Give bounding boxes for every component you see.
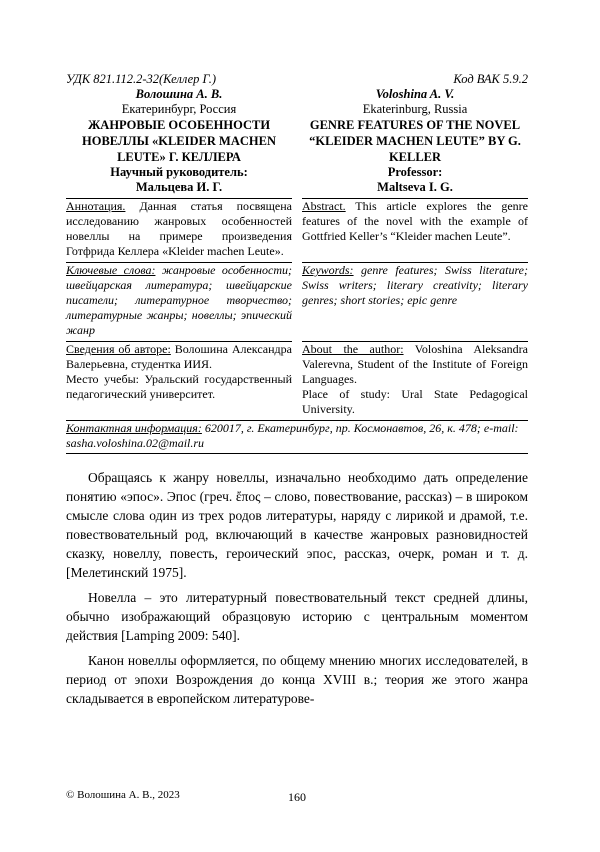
supervisor-name-en: Maltseva I. G.: [377, 180, 453, 194]
abstract-row: [66, 199, 528, 259]
copyright: © Волошина А. В., 2023: [66, 789, 180, 801]
title-block-ru: [66, 87, 292, 195]
separator: [66, 453, 528, 454]
abstract-en: [302, 199, 528, 259]
abstract-label-en: Abstract.: [302, 199, 346, 213]
contact-text: 620017, г. Екатеринбург, пр. Космонавтов, 26, к. 478; e-mail: sasha.voloshina.02@mail.ru: [66, 421, 519, 450]
keywords-ru: [66, 263, 292, 338]
abstract-text-en: This article explores the genre features of the novel with the example of Gottfried Keller’s “Kleider machen Leute”.: [302, 199, 528, 243]
title-block: [66, 87, 528, 195]
about-row: [66, 342, 528, 417]
abstract-label-ru: Аннотация.: [66, 199, 126, 213]
about-en: [302, 342, 528, 417]
title-block-en: [302, 87, 528, 195]
udc-code: УДК 821.112.2-32(Келлер Г.): [66, 72, 217, 86]
abstract-text-ru: Данная статья посвящена исследованию жанровых особенностей новеллы на примере произведения Готфрида Келлера «Kleider machen Leute».: [66, 199, 292, 258]
body-text: [66, 468, 528, 708]
keywords-label-ru: Ключевые слова:: [66, 263, 156, 277]
abstract-ru: [66, 199, 292, 259]
title-ru: ЖАНРОВЫЕ ОСОБЕННОСТИ НОВЕЛЛЫ «KLEIDER MACHEN LEUTE» Г. КЕЛЛЕРА: [82, 118, 276, 164]
city-en: Ekaterinburg, Russia: [362, 102, 468, 116]
author-ru: Волошина А. В.: [135, 87, 223, 101]
body-paragraph: Обращаясь к жанру новеллы, изначально необходимо дать определение понятию «эпос». Эпос (греч. ἔπος – слово, повествование, рассказ) – в широком смысле слова один из трех родов литературы, наряду с лирикой и драмой, т.е. повествовательный род, включающий в качестве жанровых разновидностей сказку, новеллу, повесть, героический эпос, рассказ, очерк, роман и т. д. [Мелетинский 1975].: [66, 470, 528, 580]
city-ru: Екатеринбург, Россия: [121, 102, 237, 116]
contact-label: Контактная информация:: [66, 421, 202, 435]
about-text-en: Voloshina Aleksandra Valerevna, Student of the Institute of Foreign Languages.: [302, 342, 528, 386]
body-paragraph: Новелла – это литературный повествовательный текст средней длины, обычно изображающий образцовую историю с центральным моментом действия [Lamping 2009: 540].: [66, 590, 528, 643]
keywords-en: [302, 263, 528, 338]
contact-info: [66, 421, 528, 451]
about-label-ru: Сведения об авторе:: [66, 342, 171, 356]
body-paragraph: Канон новеллы оформляется, по общему мнению многих исследователей, в период от эпохи Возрождения до конца XVIII в.; теория же этого жанра складывается в европейском литературове-: [66, 653, 528, 706]
place-en: Place of study: Ural State Pedagogical University.: [302, 387, 528, 416]
vak-code: Код ВАК 5.9.2: [453, 72, 528, 86]
supervisor-label-en: Professor:: [387, 165, 443, 179]
keywords-row: [66, 263, 528, 338]
place-ru: Место учебы: Уральский государственный педагогический университет.: [66, 372, 292, 401]
article-page: [66, 72, 528, 714]
about-text-ru: Волошина Александра Валерьевна, студентка ИИЯ.: [66, 342, 292, 371]
keywords-text-en: genre features; Swiss literature; Swiss writers; literary creativity; literary genres; short stories; epic genre: [302, 263, 528, 307]
supervisor-label-ru: Научный руководитель:: [110, 165, 248, 179]
header-row: [66, 72, 528, 87]
author-en: Voloshina A. V.: [375, 87, 455, 101]
page-number: 160: [288, 790, 306, 804]
keywords-label-en: Keywords:: [302, 263, 354, 277]
keywords-text-ru: жанровые особенности; швейцарская литература; швейцарские писатели; литературное творчество; литературные жанры; новеллы; эпический жанр: [66, 263, 292, 337]
about-label-en: About the author:: [302, 342, 404, 356]
about-ru: [66, 342, 292, 417]
supervisor-name-ru: Мальцева И. Г.: [135, 180, 223, 194]
title-en: GENRE FEATURES OF THE NOVEL “KLEIDER MACHEN LEUTE” BY G. KELLER: [309, 118, 521, 164]
